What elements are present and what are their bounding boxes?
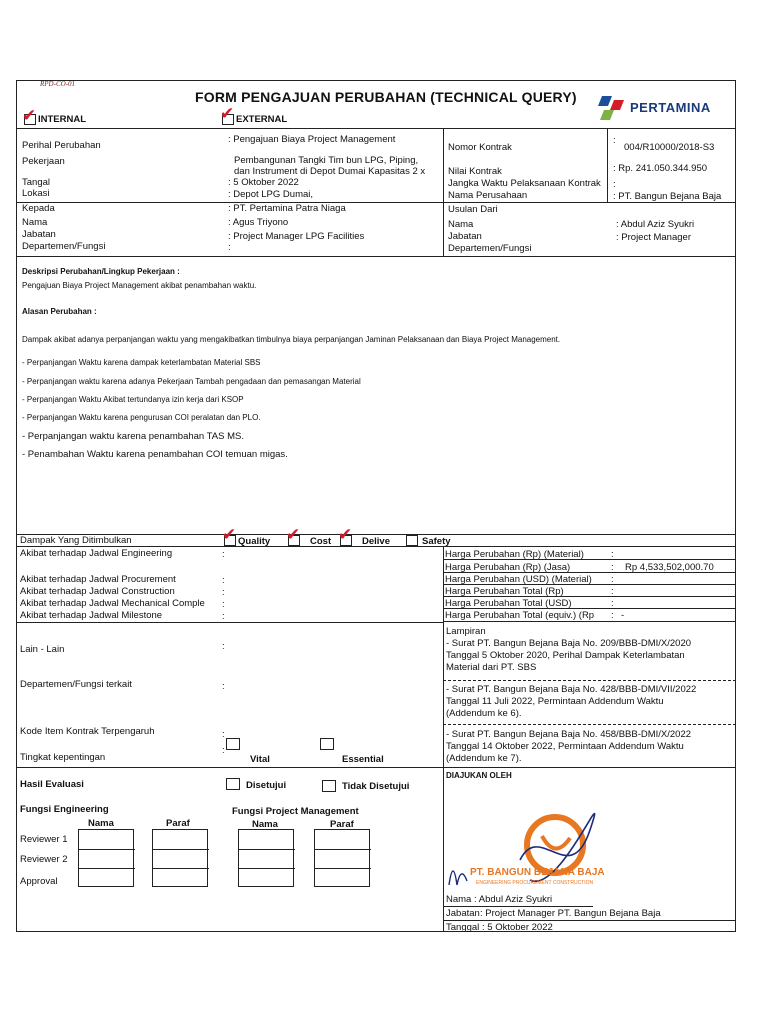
usulan-jabatan-label: Jabatan <box>448 231 482 242</box>
usulan-nama-value: : Abdul Aziz Syukri <box>616 219 695 230</box>
fe-paraf-grid[interactable] <box>152 829 208 887</box>
company-stamp-subtext: ENGINEERING PROCUREMENT CONSTRUCTION <box>476 880 594 886</box>
price-label: Harga Perubahan (USD) (Material) <box>445 574 592 585</box>
attachment-line: Tanggal 5 Oktober 2020, Perihal Dampak Keterlambatan <box>446 650 685 661</box>
attachment-line: (Addendum ke 6). <box>446 708 522 719</box>
approval-label: Approval <box>20 876 58 887</box>
safety-checkbox[interactable] <box>406 535 418 546</box>
dept-terkait-label: Departemen/Fungsi terkait <box>20 679 132 690</box>
reason-heading: Alasan Perubahan : <box>22 307 97 316</box>
fe-nama-grid[interactable] <box>78 829 134 887</box>
usulan-nama-label: Nama <box>448 219 474 230</box>
bullet-item: - Perpanjangan Waktu karena pengurusan COI peralatan dan PLO. <box>22 413 261 422</box>
tanggal-value: : 5 Oktober 2022 <box>228 177 299 188</box>
essential-checkbox[interactable] <box>320 738 334 750</box>
cost-check-icon: ✔ <box>286 525 301 544</box>
jabatan-label: Jabatan <box>22 229 56 240</box>
attachment-line: - Surat PT. Bangun Bejana Baja No. 209/BBB-DMI/X/2020 <box>446 638 692 649</box>
attachments-heading: Lampiran <box>446 626 486 637</box>
form-code: RPD-CO-01 <box>40 80 75 88</box>
pekerjaan-value-2: dan Instrument di Depot Dumai Kapasitas 2 x <box>234 166 426 177</box>
fpm-paraf-grid[interactable] <box>314 829 370 887</box>
safety-label: Safety <box>422 536 451 547</box>
company-stamp-text: PT. BANGUN BEJANA BAJA <box>470 867 605 878</box>
nama-value: : Agus Triyono <box>228 217 289 228</box>
external-label: EXTERNAL <box>236 114 288 125</box>
cost-label: Cost <box>310 536 332 547</box>
nama-col-header: Nama <box>88 818 114 829</box>
quality-check-icon: ✔ <box>222 525 237 544</box>
paraf-col-header: Paraf <box>330 819 354 830</box>
reviewer-1-label: Reviewer 1 <box>20 834 68 845</box>
price-label: Harga Perubahan Total (Rp) <box>445 586 564 597</box>
desc-heading: Deskripsi Perubahan/Lingkup Pekerjaan : <box>22 267 180 276</box>
pertamina-logo-icon <box>598 94 626 124</box>
price-label: Harga Perubahan Total (USD) <box>445 598 572 609</box>
lain-label: Lain - Lain <box>20 644 65 655</box>
impact-row: Akibat terhadap Jadwal Construction <box>20 586 175 597</box>
nama-col-header: Nama <box>252 819 278 830</box>
price-label: Harga Perubahan Total (equiv.) (Rp <box>445 610 595 621</box>
internal-check-icon: ✔ <box>22 106 37 125</box>
fpm-nama-grid[interactable] <box>238 829 294 887</box>
submitted-nama-label: Nama <box>446 894 472 905</box>
paraf-col-header: Paraf <box>166 818 190 829</box>
nilai-kontrak-label: Nilai Kontrak <box>448 166 502 177</box>
perihal-label: Perihal Perubahan <box>22 140 101 151</box>
quality-label: Quality <box>238 536 271 547</box>
submitted-jabatan-value: : Project Manager PT. Bangun Bejana Baja <box>480 908 661 919</box>
usulan-label: Usulan Dari <box>448 204 498 215</box>
essential-label: Essential <box>342 754 384 765</box>
nomor-kontrak-value: 004/R10000/2018-S3 <box>624 142 715 153</box>
tanggal-label: Tangal <box>22 177 50 188</box>
hasil-evaluasi-label: Hasil Evaluasi <box>20 779 84 790</box>
vital-checkbox[interactable] <box>226 738 240 750</box>
reviewer-2-label: Reviewer 2 <box>20 854 68 865</box>
bullet-item: - Penambahan Waktu karena penambahan COI temuan migas. <box>22 449 288 460</box>
submitted-jabatan-label: Jabatan <box>446 908 480 919</box>
desc-text: Pengajuan Biaya Project Management akibat penambahan waktu. <box>22 281 257 290</box>
bullet-item: - Perpanjangan Waktu karena dampak keterlambatan Material SBS <box>22 358 261 367</box>
attachment-line: - Surat PT. Bangun Bejana Baja No. 458/BBB-DMI/X/2022 <box>446 729 692 740</box>
internal-label: INTERNAL <box>38 114 87 125</box>
dept-colon: : <box>228 242 231 253</box>
jangka-label: Jangka Waktu Pelaksanaan Kontrak <box>448 178 601 189</box>
price-value: - <box>621 610 625 621</box>
kepada-value: : PT. Pertamina Patra Niaga <box>228 203 346 214</box>
submitted-tanggal-label: Tanggal <box>446 922 480 933</box>
impact-row: Akibat terhadap Jadwal Engineering <box>20 548 173 559</box>
perusahaan-label: Nama Perusahaan <box>448 190 528 201</box>
dept-label: Departemen/Fungsi <box>22 241 106 252</box>
form-title: FORM PENGAJUAN PERUBAHAN (TECHNICAL QUERY) <box>195 89 577 105</box>
lokasi-label: Lokasi <box>22 188 50 199</box>
bullet-item: - Perpanjangan Waktu Akibat tertundanya izin kerja dari KSOP <box>22 395 244 404</box>
price-label: Harga Perubahan (Rp) (Jasa) <box>445 562 571 573</box>
price-value: Rp 4,533,502,000.70 <box>625 562 714 573</box>
impact-label: Dampak Yang Ditimbulkan <box>20 535 132 546</box>
lokasi-value: : Depot LPG Dumai, <box>228 189 314 200</box>
bullet-item: - Perpanjangan waktu karena penambahan TAS MS. <box>22 431 244 442</box>
attachment-line: - Surat PT. Bangun Bejana Baja No. 428/BBB-DMI/VII/2022 <box>446 684 697 695</box>
price-label: Harga Perubahan (Rp) (Material) <box>445 549 584 560</box>
pekerjaan-label: Pekerjaan <box>22 156 65 167</box>
disetujui-checkbox[interactable] <box>226 778 240 790</box>
attachment-line: Tanggal 14 Oktober 2022, Permintaan Addendum Waktu <box>446 741 684 752</box>
form-frame <box>16 80 736 932</box>
fungsi-pm-label: Fungsi Project Management <box>232 806 359 817</box>
impact-row: Akibat terhadap Jadwal Mechanical Comple <box>20 598 205 609</box>
submitted-tanggal-value: : 5 Oktober 2022 <box>482 922 553 933</box>
jabatan-value: : Project Manager LPG Facilities <box>228 231 365 242</box>
reason-text: Dampak akibat adanya perpanjangan waktu yang mengakibatkan timbulnya biaya perpanjangan Jaminan Pelaksanaan dan Biaya Project Management. <box>22 335 561 344</box>
usulan-dept-label: Departemen/Fungsi <box>448 243 532 254</box>
attachment-line: Material dari PT. SBS <box>446 662 537 673</box>
impact-row: Akibat terhadap Jadwal Procurement <box>20 574 176 585</box>
perihal-value: : Pengajuan Biaya Project Management <box>228 134 396 145</box>
signature-icon <box>443 855 471 895</box>
bullet-item: - Perpanjangan waktu karena adanya Pekerjaan Tambah pengadaan dan pemasangan Material <box>22 377 361 386</box>
impact-row: Akibat terhadap Jadwal Milestone <box>20 610 163 621</box>
tingkat-label: Tingkat kepentingan <box>20 752 106 763</box>
submitted-nama-value: : Abdul Aziz Syukri <box>474 894 553 905</box>
tidak-disetujui-label: Tidak Disetujui <box>342 781 410 792</box>
nomor-colon: : <box>613 135 616 146</box>
kepada-label: Kepada <box>22 203 55 214</box>
usulan-jabatan-value: : Project Manager <box>616 232 691 243</box>
vital-label: Vital <box>250 754 270 765</box>
nomor-kontrak-label: Nomor Kontrak <box>448 142 512 153</box>
diajukan-heading: DIAJUKAN OLEH <box>446 771 512 780</box>
pertamina-logo-text: PERTAMINA <box>630 100 711 115</box>
perusahaan-value: : PT. Bangun Bejana Baja <box>613 191 722 202</box>
disetujui-label: Disetujui <box>246 780 287 791</box>
nilai-kontrak-value: : Rp. 241.050.344.950 <box>613 163 708 174</box>
nama-label: Nama <box>22 217 48 228</box>
delivery-label: Delive <box>362 536 390 547</box>
fungsi-engineering-label: Fungsi Engineering <box>20 804 109 815</box>
attachment-line: (Addendum ke 7). <box>446 753 522 764</box>
price-table: Harga Perubahan (Rp) (Material) : Harga Perubahan (Rp) (Jasa) : Rp 4,533,502,000.70 Harga Perubahan (USD) (Material) : Harga Perubahan Total (Rp) : Harga Perubahan Total (USD) : Harga Perubahan Total (equiv.) (Rp : - <box>443 548 736 624</box>
jangka-colon: : <box>613 179 616 190</box>
delivery-check-icon: ✔ <box>338 525 353 544</box>
pekerjaan-value-1: Pembangunan Tangki Tim bun LPG, Piping, <box>234 155 419 166</box>
kode-item-label: Kode Item Kontrak Terpengaruh <box>20 726 155 737</box>
external-check-icon: ✔ <box>220 104 235 123</box>
attachment-line: Tanggal 11 Juli 2022, Permintaan Addendum Waktu <box>446 696 664 707</box>
tidak-disetujui-checkbox[interactable] <box>322 780 336 792</box>
